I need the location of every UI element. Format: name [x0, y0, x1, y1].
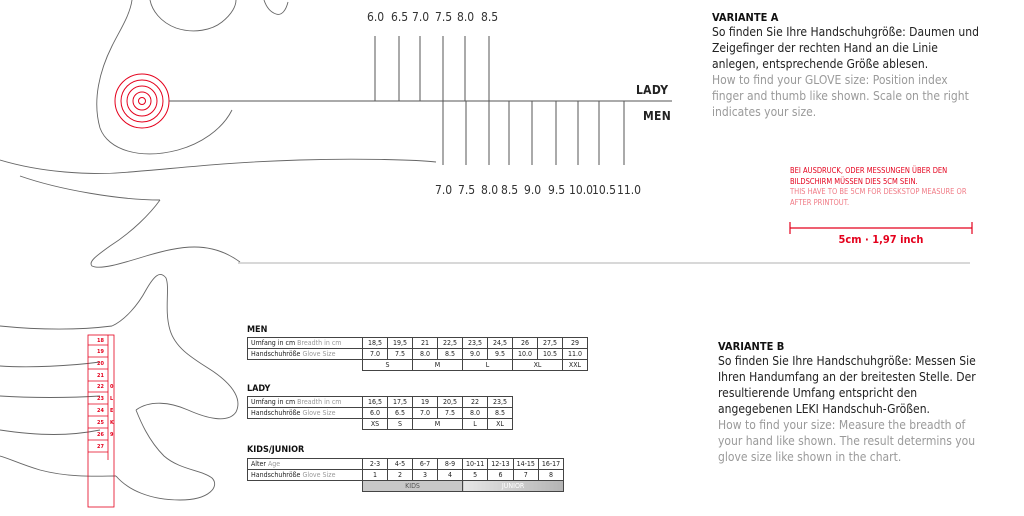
table-cell: 19	[413, 397, 438, 408]
variant-b-title: VARIANTE B	[718, 340, 785, 353]
table-cell: 2-3	[363, 459, 388, 470]
table-cell: 14-15	[513, 459, 538, 470]
table-row	[248, 338, 588, 349]
men-size-label: 10.5	[592, 183, 617, 197]
table-cell: 1	[363, 470, 388, 481]
men-size-label: 8.5	[501, 183, 519, 197]
print-note-en: THIS HAVE TO BE 5CM FOR DESKSTOP MEASURE OR AFTER PRINTOUT.	[790, 187, 967, 207]
variant-a-text-en: How to find your GLOVE size: Position index finger and thumb like shown. Scale on the right indicates your size.	[712, 73, 969, 119]
men-table-title: MEN	[247, 325, 268, 335]
kids-table-title: KIDS/JUNIOR	[247, 445, 305, 455]
variant-a-text-de: So finden Sie Ihre Handschuhgröße: Daumen und Zeigefinger der rechten Hand an die Linie anlegen, entsprechende Größe ablesen.	[712, 25, 979, 71]
spacer-cell	[248, 419, 363, 430]
lady-table-title: LADY	[247, 384, 271, 394]
table-cell: 8.0	[463, 408, 488, 419]
variant-b-text-de: So finden Sie Ihre Handschuhgröße: Messen Sie Ihren Handumfang an der breitesten Stelle. Der resultierende Umfang entspricht den angegebenen LEKI Handschuh-Größen.	[718, 354, 976, 416]
table-cell: 16-17	[538, 459, 563, 470]
row-header: Umfang in cm Breadth in cm	[248, 397, 363, 408]
size-group-cell: S	[363, 360, 413, 371]
lady-line-label: LADY	[636, 83, 669, 97]
variant-b-text-en: How to find your size: Measure the breadth of your hand like shown. The result determins you glove size like shown in the chart.	[718, 418, 976, 464]
junior-band: JUNIOR	[463, 481, 564, 492]
table-cell: 24,5	[488, 338, 513, 349]
men-line-label: MEN	[643, 109, 672, 123]
table-cell: 7.5	[388, 349, 413, 360]
table-cell: 19,5	[388, 338, 413, 349]
size-group-cell: L	[463, 419, 488, 430]
table-cell: 26	[513, 338, 538, 349]
table-row	[248, 481, 564, 492]
men-size-label: 10.0	[569, 183, 594, 197]
table-cell: 8.5	[488, 408, 513, 419]
table-cell: 8	[538, 470, 563, 481]
table-row	[248, 459, 564, 470]
lady-size-label: 8.5	[481, 10, 499, 24]
size-group-cell: S	[388, 419, 413, 430]
table-cell: 29	[563, 338, 588, 349]
ruler-tick-label: 21	[97, 373, 104, 379]
ruler-tick-label: 23	[97, 396, 104, 402]
ruler-tick-label: 24	[97, 408, 104, 414]
row-header: Alter Age	[248, 459, 363, 470]
men-size-label: 9.0	[524, 183, 542, 197]
target-circles	[115, 74, 169, 128]
table-cell: 8.0	[413, 349, 438, 360]
lady-size-label: 7.0	[412, 10, 430, 24]
size-group-cell: XXL	[563, 360, 588, 371]
lady-size-label: 8.0	[457, 10, 475, 24]
row-header: Handschuhröße Glove Size	[248, 349, 363, 360]
table-row	[248, 419, 513, 430]
row-header: Handschuhröße Glove Size	[248, 470, 363, 481]
size-group-cell: XL	[513, 360, 563, 371]
table-cell: 8-9	[438, 459, 463, 470]
spacer-cell	[248, 360, 363, 371]
ruler-tick-label: 19	[97, 349, 104, 355]
table-row	[248, 470, 564, 481]
row-header: Umfang in cm Breadth in cm	[248, 338, 363, 349]
table-cell: 12-13	[488, 459, 513, 470]
ruler-tick-label: 18	[97, 338, 104, 344]
ruler-tick-label: 22	[97, 384, 104, 390]
lady-size-label: 6.5	[391, 10, 409, 24]
ruler-brand-letter: 0	[110, 384, 114, 390]
ruler-tick-label: 25	[97, 420, 104, 426]
table-cell: 10.0	[513, 349, 538, 360]
lady-size-table	[247, 396, 513, 430]
kids-band: KIDS	[363, 481, 463, 492]
table-cell: 11.0	[563, 349, 588, 360]
ruler-tick-label: 27	[97, 444, 104, 450]
ruler-brand-letter: K	[110, 420, 114, 426]
table-cell: 7.5	[438, 408, 463, 419]
men-size-label: 9.5	[548, 183, 566, 197]
table-row	[248, 408, 513, 419]
table-cell: 7	[513, 470, 538, 481]
table-cell: 3	[413, 470, 438, 481]
table-cell: 4-5	[388, 459, 413, 470]
upper-hand-outline	[0, 0, 436, 267]
ruler-tick-label: 26	[97, 432, 104, 438]
size-group-cell: M	[413, 360, 463, 371]
spacer-cell	[248, 481, 363, 492]
table-cell: 23,5	[488, 397, 513, 408]
table-cell: 5	[463, 470, 488, 481]
table-cell: 9.0	[463, 349, 488, 360]
men-size-label: 7.5	[458, 183, 476, 197]
lady-size-label: 6.0	[367, 10, 385, 24]
size-group-cell: XS	[363, 419, 388, 430]
table-cell: 8.5	[438, 349, 463, 360]
ruler-brand-letter: L	[110, 396, 114, 402]
table-cell: 27,5	[538, 338, 563, 349]
men-size-table	[247, 337, 588, 371]
men-size-label: 8.0	[481, 183, 499, 197]
ruler-tick-label: 20	[97, 361, 104, 367]
lower-hand-outline	[0, 274, 238, 500]
table-cell: 6-7	[413, 459, 438, 470]
lady-size-label: 7.5	[435, 10, 453, 24]
table-cell: 22,5	[438, 338, 463, 349]
table-cell: 23,5	[463, 338, 488, 349]
table-cell: 22	[463, 397, 488, 408]
size-group-cell: M	[413, 419, 463, 430]
table-cell: 7.0	[363, 349, 388, 360]
table-cell: 21	[413, 338, 438, 349]
table-row	[248, 397, 513, 408]
size-gauge-lines	[169, 36, 672, 165]
table-cell: 20,5	[438, 397, 463, 408]
table-cell: 4	[438, 470, 463, 481]
table-cell: 16,5	[363, 397, 388, 408]
table-row	[248, 360, 588, 371]
size-group-cell: L	[463, 360, 513, 371]
row-header: Handschuhröße Glove Size	[248, 408, 363, 419]
men-size-label: 7.0	[435, 183, 453, 197]
men-size-label: 11.0	[617, 183, 642, 197]
scale-length-label: 5cm · 1,97 inch	[838, 233, 924, 246]
table-cell: 6	[488, 470, 513, 481]
size-group-cell: XL	[488, 419, 513, 430]
ruler-brand-letter: 9	[110, 432, 114, 438]
ruler-brand-letter: E	[110, 408, 114, 414]
table-cell: 10-11	[463, 459, 488, 470]
table-cell: 17,5	[388, 397, 413, 408]
table-cell: 10.5	[538, 349, 563, 360]
table-cell: 7.0	[413, 408, 438, 419]
table-cell: 2	[388, 470, 413, 481]
kids-size-table	[247, 458, 564, 492]
print-note-de: BEI AUSDRUCK, ODER MESSUNGEN ÜBER DEN BILDSCHIRM MÜSSEN DIES 5CM SEIN.	[790, 166, 948, 186]
variant-a-title: VARIANTE A	[712, 11, 779, 24]
table-row	[248, 349, 588, 360]
table-cell: 9.5	[488, 349, 513, 360]
table-cell: 6.0	[363, 408, 388, 419]
table-cell: 18,5	[363, 338, 388, 349]
table-cell: 6.5	[388, 408, 413, 419]
